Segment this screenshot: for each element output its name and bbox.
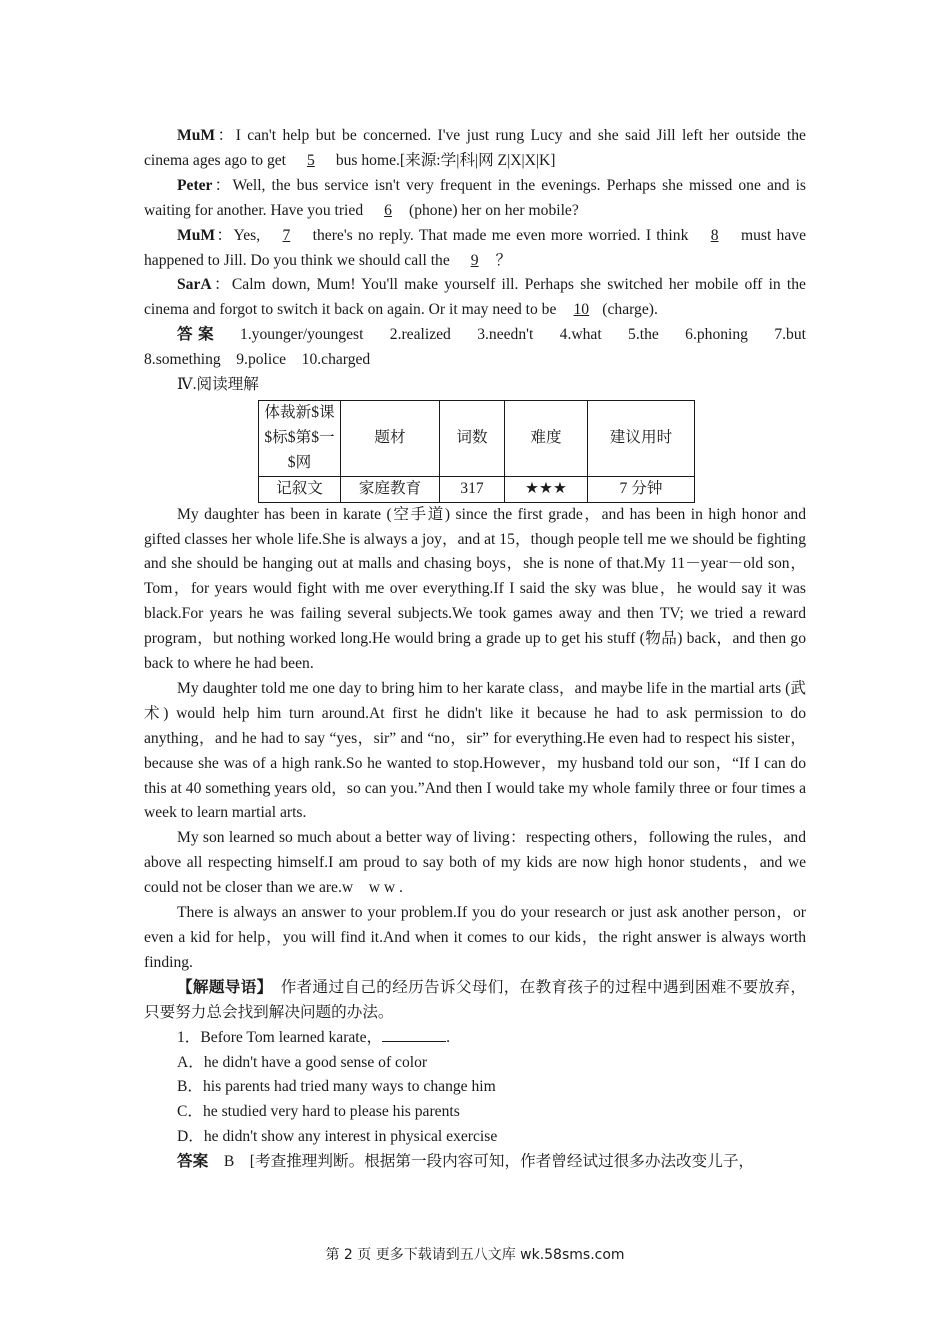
speaker: SarA	[177, 276, 212, 294]
speaker: MuM	[177, 127, 216, 144]
blank-8: 8	[710, 226, 719, 244]
table-cell: 建议用时	[588, 400, 695, 476]
dialogue-line-mum-2: MuM：Yes, 7 there's no reply. That made me even more worried. I think 8 must have happened to Jill. Do you think we should call the 9 ？	[144, 224, 806, 274]
speaker: MuM	[177, 226, 216, 244]
blank-7: 7	[282, 226, 291, 244]
guide-note: 【解题导语】 作者通过自己的经历告诉父母们，在教育孩子的过程中遇到困难不要放弃，只要努力总会找到解决问题的办法。	[144, 978, 806, 1021]
option-d: D．he didn't show any interest in physical exercise	[177, 1128, 498, 1146]
passage-info-table	[258, 400, 695, 503]
option-c: C．he studied very hard to please his parents	[177, 1103, 460, 1121]
passage-paragraph: My daughter told me one day to bring him to her karate class，and maybe life in the martial arts (武术) would help him turn around.At first he didn't like it because he had to ask permission to do anything，and he had to say “yes，sir” and “no，sir” for everything.He even had to respect his sister，because she was of a high rank.So he wanted to stop.However，my husband told our son，“If I can do this at 40 something years old，so can you.”And then I would take my whole family three or four times a week to learn martial arts.	[144, 679, 806, 822]
guide-label: 【解题导语】	[177, 978, 265, 996]
table-cell: 记叙文	[259, 476, 341, 502]
table-row	[259, 476, 695, 502]
question-stem: 1．Before Tom learned karate， .	[144, 1026, 806, 1051]
table-cell: 词数	[440, 400, 505, 476]
answer-key-1: 答案 1.younger/youngest 2.realized 3.needn't 4.what 5.the 6.phoning 7.but 8.something 9.police 10.charged	[144, 326, 822, 369]
passage-paragraph: My son learned so much about a better way of living：respecting others，following the rules，and above all respecting himself.I am proud to say both of my kids are now high honor students，and we could not be closer than we are.w w w .	[144, 829, 806, 897]
table-cell: 7 分钟	[588, 476, 695, 502]
table-cell: 难度	[505, 400, 588, 476]
option-b: B．his parents had tried many ways to change him	[177, 1078, 496, 1096]
section-title: Ⅳ.阅读理解	[177, 376, 259, 394]
blank-5: 5	[307, 151, 315, 169]
document-body	[144, 124, 822, 1175]
answer-blank	[382, 1026, 446, 1042]
table-cell: 题材	[341, 400, 440, 476]
answer-label: 答案	[177, 1153, 209, 1171]
speaker: Peter	[177, 176, 213, 194]
passage-paragraph: There is always an answer to your problem.If you do your research or just ask another person，or even a kid for help，you will find it.And when it comes to our kids，the right answer is always worth finding.	[144, 904, 806, 971]
option-a: A．he didn't have a good sense of color	[177, 1053, 428, 1071]
difficulty-stars: ★★★	[505, 476, 588, 502]
table-cell: 体裁新$课$标$第$一$网	[259, 400, 341, 476]
blank-9: 9	[470, 251, 479, 269]
table-cell: 317	[440, 476, 505, 502]
answer-key-2: 答案 B [考查推理判断。根据第一段内容可知，作者曾经试过很多办法改变儿子，	[177, 1153, 755, 1171]
passage-paragraph: My daughter has been in karate (空手道) since the first grade，and has been in high honor and gifted classes her whole life.She is always a joy，and at 15，though people tell me we should be fighting and she should be hanging out at malls and chasing boys，she is none of that.My 11－year－old son，Tom，for years would fight with me over everything.If I said the sky was blue，he would say it was black.For years he was failing several subjects.We took games away and then TV; we tried a reward program，but nothing worked long.He would bring a grade up to get his stuff (物品) back，and then go back to where he had been.	[144, 505, 806, 673]
answer-label: 答案	[177, 326, 219, 344]
table-header-row	[259, 400, 695, 476]
table-cell: 家庭教育	[341, 476, 440, 502]
dialogue-line-mum-1: MuM：I can't help but be concerned. I've just rung Lucy and she said Jill left her outside the cinema ages ago to get 5 bus home.[来源:学|科|网 Z|X|X|K]	[144, 124, 806, 174]
dialogue-line-peter: Peter：Well, the bus service isn't very frequent in the evenings. Perhaps she missed one and is waiting for another. Have you tried 6 (phone) her on her mobile?	[144, 174, 806, 224]
page-footer: 第 2 页 更多下载请到五八文库 wk.58sms.com	[325, 1247, 625, 1263]
blank-10: 10	[573, 301, 590, 319]
blank-6: 6	[384, 201, 392, 219]
dialogue-line-sara: SarA：Calm down, Mum! You'll make yourself ill. Perhaps she switched her mobile off in the cinema and forgot to switch it back on again. Or it may need to be 10 (charge).	[144, 273, 806, 323]
